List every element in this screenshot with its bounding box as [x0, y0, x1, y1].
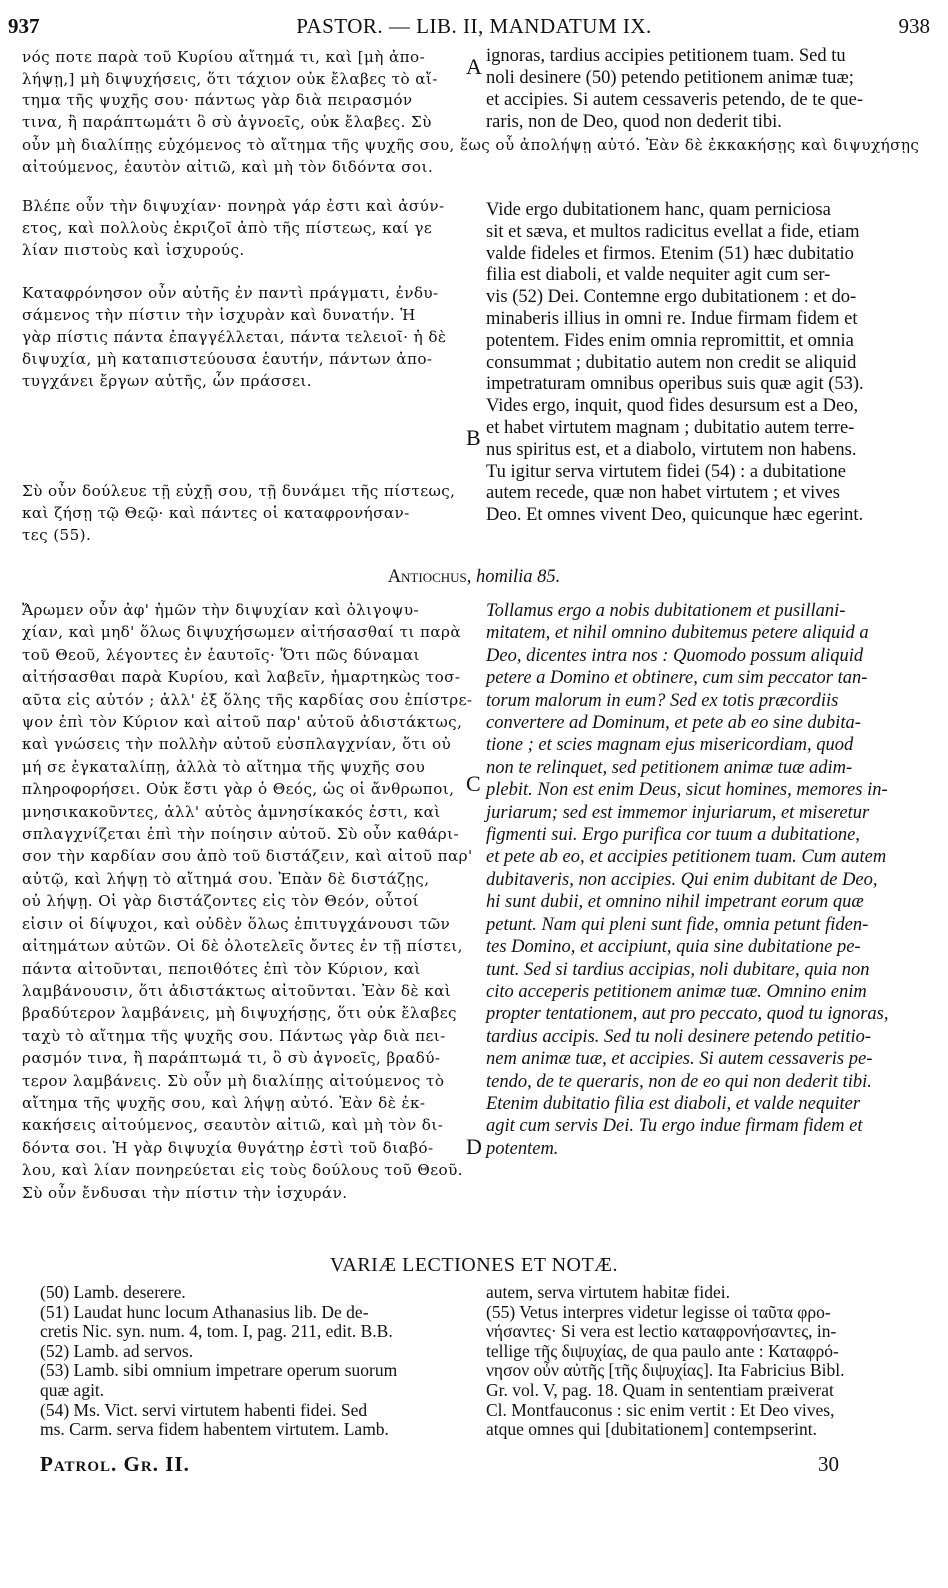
running-header: [0, 14, 948, 44]
antiochus-name: Antiochus,: [387, 567, 472, 587]
note-line: (51) Laudat hunc locum Athanasius lib. De de-: [40, 1301, 369, 1322]
greek-line: ρασμόν τινα, ἢ παράπτωμά τι, ὃ σὺ ἀγνοεῖς, βραδύ-: [22, 1049, 441, 1068]
greek-line: μνησικακοῦντες, ἀλλ' αὐτὸς ἀμνησίκακός ἐστι, καὶ: [22, 802, 441, 821]
greek-line: λίαν πιστοὺς καὶ ἰσχυρούς.: [22, 240, 245, 259]
note-line: tellige τῆς διψυχίας, de qua paulo ante : Καταφρό-: [486, 1340, 839, 1361]
note-line: autem, serva virtutem habitæ fidei.: [486, 1282, 730, 1302]
margin-letter-a: A: [466, 54, 482, 79]
latin-line: tardius accipis. Sed tu noli desinere petendo petitio-: [486, 1026, 872, 1047]
greek-line: τοῦ Θεοῦ, λέγοντες ἐν ἑαυτοῖς· Ὅτι πῶς δύναμαι: [22, 645, 420, 664]
left-page-number: 937: [8, 14, 40, 38]
latin-line: consummat ; dubitatio autem non credit se aliquid: [486, 352, 857, 373]
footer-patrol: Patrol. Gr. II.: [40, 1452, 190, 1476]
latin-line: figmenti sui. Ergo purifica cor tuum a dubitatione,: [486, 825, 860, 846]
latin-line: agit cum servis Dei. Tu ergo indue firmam fidem et: [486, 1116, 863, 1137]
margin-letter-b: B: [466, 425, 481, 450]
latin-line: non te relinquet, sed petitionem animæ tuæ adim-: [486, 757, 853, 778]
latin-line: et habet virtutem magnam ; dubitatio autem terre-: [486, 417, 855, 438]
latin-line: tes Domino, et accipiunt, quia sine dubitatione pe-: [486, 937, 861, 958]
latin-line: Vides ergo, inquit, quod fides desursum est a Deo,: [486, 396, 859, 417]
antiochus-work: homilia 85.: [476, 567, 561, 587]
latin-line: et accipies. Si autem cessaveris petendo, de te que-: [486, 90, 864, 110]
latin-line: sit et sæva, et multos radicitus evellat a fide, etiam: [486, 221, 860, 242]
note-line: quæ agit.: [40, 1379, 105, 1400]
latin-line: Tollamus ergo a nobis dubitationem et pusillani-: [486, 601, 846, 621]
note-line: νήσαντες· Si vera est lectio καταφρονήσαντες, in-: [486, 1321, 837, 1342]
latin-line: tendo, de te queraris, non de eo qui non dederit tibi.: [486, 1071, 872, 1092]
latin-line: plebit. Non est enim Deus, sicut homines, memores in-: [486, 780, 888, 801]
notes-heading: VARIÆ LECTIONES ET NOTÆ.: [330, 1254, 618, 1276]
greek-line: λήψῃ,] μὴ διψυχήσεις, ὅτι τάχιον οὐκ ἔλαβες τὸ αἴ-: [22, 69, 438, 88]
latin-line: autem recede, quæ non habet virtutem ; et vives: [486, 483, 840, 504]
note-line: Cl. Montfauconus : sic enim vertit : Et Deo vives,: [486, 1399, 835, 1420]
latin-line: et pete ab eo, et accipies petitionem tuam. Cum autem: [486, 847, 887, 868]
greek-line: εἰσιν οἱ δίψυχοι, καὶ οὐδὲν ὅλως ἐπιτυγχάνουσι τῶν: [22, 914, 451, 933]
note-line: (55) Vetus interpres videtur legisse οἱ ταῦτα φρο-: [486, 1301, 831, 1322]
margin-letter-c: C: [466, 771, 481, 796]
greek-line: Βλέπε οὖν τὴν διψυχίαν· πονηρὰ γάρ ἐστι καὶ ἀσύν-: [22, 197, 445, 215]
latin-line: nem animæ tuæ, et accipies. Si autem cessaveris pe-: [486, 1049, 873, 1070]
greek-line: σάμενος τὴν πίστιν τὴν ἰσχυρὰν καὶ δυνατήν. Ἡ: [22, 306, 416, 325]
greek-line: αἰτημάτων αὐτῶν. Οἱ δὲ ὁλοτελεῖς ὄντες ἐν τῇ πίστει,: [22, 937, 463, 956]
greek-line: σπλαγχνίζεται ἐπὶ τὴν ποίησιν αὐτοῦ. Σὺ οὖν καθάρι-: [22, 825, 459, 844]
footer-sheet-number: 30: [818, 1452, 839, 1476]
latin-line: tunt. Sed si tardius accipias, noli dubitare, quia non: [486, 959, 870, 980]
greek-line: αὐτῷ, καὶ λήψῃ τὸ αἴτημά σου. Ἐπὰν δὲ διστάζῃς,: [22, 869, 430, 888]
latin-col-sec1: [486, 45, 931, 133]
greek-line: πάντα αἰτοῦνται, πεποιθότες ἐπὶ τὸν Κύριον, καὶ: [22, 959, 421, 978]
greek-line: διψυχία, μὴ καταπιστεύουσα ἑαυτήν, πάντων ἀπο-: [22, 349, 433, 368]
latin-line: potentem. Fides enim omnia repromittit, et omnia: [486, 330, 854, 351]
greek-line: Καταφρόνησον οὖν αὐτῆς ἐν παντὶ πράγματι, ἐνδυ-: [22, 284, 439, 303]
latin-line: raris, non de Deo, quod non dederit tibi.: [486, 112, 782, 132]
latin-line: convertere ad Dominum, et pete ab eo sine dubita-: [486, 713, 861, 734]
greek-col-sec1: [22, 47, 462, 133]
latin-line: filia est diaboli, et valde nequiter agit cum ser-: [486, 265, 831, 286]
greek-full-lines: [22, 134, 932, 178]
greek-line: αἰτούμενος, ἑαυτὸν αἰτιῶ, καὶ μὴ τὸν διδόντα σοι.: [22, 158, 434, 176]
greek-line: ψον ἐπὶ τὸν Κύριον καὶ αἰτοῦ παρ' αὐτοῦ ἀδιστάκτως,: [22, 713, 463, 732]
running-title: PASTOR. — LIB. II, MANDATUM IX.: [296, 14, 652, 38]
latin-line: noli desinere (50) petendo petitionem animæ tuæ;: [486, 68, 854, 88]
antiochus-greek: [22, 599, 473, 1204]
latin-line: Deo, dicentes intra nos : Quomodo possum aliquid: [486, 645, 864, 666]
latin-col-sec2: [486, 200, 931, 527]
greek-line: Ἄρωμεν οὖν ἀφ' ἡμῶν τὴν διψυχίαν καὶ ὀλιγοψυ-: [22, 601, 420, 619]
margin-letter-d: D: [466, 1134, 482, 1159]
greek-line: ετος, καὶ πολλοὺς ἐκριζοῖ ἀπὸ τῆς πίστεως, καί γε: [22, 218, 433, 237]
latin-line: propter tentationem, aut pro peccato, quod tu ignoras,: [486, 1004, 889, 1025]
latin-line: tione ; et scies magnam ejus misericordiam, quod: [486, 735, 854, 756]
antiochus-latin: [486, 600, 931, 1160]
greek-line: βραδύτερον λαμβάνεις, μὴ διψυχήσῃς, ὅτι οὐκ ἔλαβες: [22, 1004, 457, 1023]
greek-line: Σὺ οὖν δούλευε τῇ εὐχῇ σου, τῇ δυνάμει τῆς πίστεως,: [22, 482, 456, 500]
note-line: atque omnes qui [dubitationem] contempserint.: [486, 1419, 817, 1440]
greek-line: λου, καὶ λίαν πονηρεύεται εἰς τοὺς δούλους τοῦ Θεοῦ.: [22, 1161, 463, 1180]
greek-col-sec2b: [22, 480, 467, 546]
greek-line: αῦτα εἰς αὐτόν ; ἀλλ' ἐξ ὅλης τῆς καρδίας σου ἐπίστρε-: [22, 690, 473, 709]
latin-line: potentem.: [486, 1138, 559, 1159]
latin-line: cito acceperis petitionem animæ tuæ. Omnino enim: [486, 981, 867, 1002]
right-page-number: 938: [898, 14, 930, 38]
latin-line: Vide ergo dubitationem hanc, quam perniciosa: [486, 200, 831, 220]
latin-line: impetraturam omnibus operibus suis quæ agit (53).: [486, 374, 864, 395]
note-line: Gr. vol. V, pag. 18. Quam in sententiam præiverat: [486, 1379, 834, 1400]
greek-line: γὰρ πίστις πάντα ἐπαγγέλλεται, πάντα τελειοῖ· ἡ δὲ: [22, 327, 447, 346]
latin-line: dubitaveris, non accipies. Qui enim dubitant de Deo,: [486, 869, 878, 890]
notes-left-col: [40, 1283, 470, 1440]
greek-line: καὶ γνώσεις τὴν πολλὴν αὐτοῦ εὐσπλαγχνίαν, ὅτι οὐ: [22, 735, 452, 754]
greek-line: τυγχάνει ἔργων αὐτῆς, ὧν πράσσει.: [22, 371, 313, 390]
note-line: ms. Carm. serva fidem habentem virtutem. Lamb.: [40, 1419, 389, 1440]
greek-line: Σὺ οὖν ἔνδυσαι τὴν πίστιν τὴν ἰσχυράν.: [22, 1183, 348, 1202]
greek-line: μή σε ἐγκαταλίπῃ, ἀλλὰ τὸ αἴτημα τῆς ψυχῆς σου: [22, 757, 426, 776]
latin-line: vis (52) Dei. Contemne ergo dubitationem : et do-: [486, 287, 857, 308]
note-line: νησον οὖν αὐτῆς [τῆς διψυχίας]. Ita Fabricius Bibl.: [486, 1360, 845, 1381]
greek-line: νός ποτε παρὰ τοῦ Κυρίου αἴτημά τι, καὶ [μὴ ἀπο-: [22, 48, 426, 66]
greek-line: αἴτημα τῆς ψυχῆς σου, καὶ λήψῃ αὐτό. Ἐὰν δὲ ἐκ-: [22, 1093, 426, 1112]
greek-line: χίαν, καὶ μηδ' ὅλως διψυχήσωμεν αἰτήσασθαί τι παρὰ: [22, 623, 462, 642]
latin-line: petere a Domino et obtinere, cum sim peccator tan-: [486, 668, 868, 689]
latin-line: valde fideles et firmos. Etenim (51) hæc dubitatio: [486, 243, 854, 264]
latin-line: torum malorum in eum? Sed ex totis præcordiis: [486, 690, 839, 711]
greek-col-sec2: [22, 196, 467, 392]
greek-line: αἰτήσασθαι παρὰ Κυρίου, καὶ λαβεῖν, ἡμαρτηκὼς τοσ-: [22, 668, 461, 687]
greek-line: οὖν μὴ διαλίπῃς εὐχόμενος τὸ αἴτημα τῆς ψυχῆς σου, ἕως οὗ ἀπολήψῃ αὐτό. Ἐὰν δὲ ἐκκακήσῃς καὶ διψυχήσῃς: [22, 136, 920, 154]
greek-line: δόντα σοι. Ἡ γὰρ διψυχία θυγάτηρ ἐστὶ τοῦ διαβό-: [22, 1138, 434, 1157]
greek-line: πληροφορήσει. Οὐκ ἔστι γὰρ ὁ Θεός, ὡς οἱ ἄνθρωποι,: [22, 780, 455, 799]
greek-line: τημα τῆς ψυχῆς σου· πάντως γὰρ διὰ πειρασμόν: [22, 91, 413, 110]
greek-line: καὶ ζήσῃ τῷ Θεῷ· καὶ πάντες οἱ καταφρονήσαν-: [22, 504, 410, 522]
greek-line: σον τὴν καρδίαν σου ἀπὸ τοῦ διστάζειν, καὶ αἰτοῦ παρ': [22, 847, 473, 866]
latin-line: juriarum; sed est immemor injuriarum, et miseretur: [486, 802, 870, 823]
latin-line: minaberis illius in omni re. Indue firmam fidem et: [486, 308, 858, 329]
note-line: (54) Ms. Vict. servi virtutem habenti fidei. Sed: [40, 1399, 368, 1420]
greek-line: τινα, ἢ παράπτωμάτι ὃ σὺ ἀγνοεῖς, οὐκ ἔλαβες. Σὺ: [22, 112, 432, 131]
latin-line: hi sunt dubii, et omnino nihil impetrant eorum quæ: [486, 892, 864, 913]
greek-line: οὐ λήψῃ. Οἱ γὰρ διστάζοντες εἰς τὸν Θεόν, οὗτοί: [22, 892, 420, 911]
greek-line: ταχὺ τὸ αἴτημα τῆς ψυχῆς σου. Πάντως γὰρ διὰ πει-: [22, 1026, 446, 1045]
greek-line: λαμβάνουσιν, ὅτι ἀδιστάκτως αἰτοῦνται. Ἐὰν δὲ καὶ: [22, 981, 452, 1000]
note-line: (52) Lamb. ad servos.: [40, 1340, 194, 1361]
note-line: (50) Lamb. deserere.: [40, 1282, 186, 1302]
note-line: (53) Lamb. sibi omnium impetrare operum suorum: [40, 1360, 398, 1381]
latin-line: ignoras, tardius accipies petitionem tuam. Sed tu: [486, 46, 846, 66]
note-line: cretis Nic. syn. num. 4, tom. I, pag. 211, edit. B.B.: [40, 1321, 393, 1342]
notes-right-col: [486, 1283, 931, 1440]
greek-line: τες (55).: [22, 526, 92, 544]
latin-line: Etenim dubitatio filia est diaboli, et valde nequiter: [486, 1093, 861, 1114]
latin-line: mitatem, et nihil omnino dubitemus petere aliquid a: [486, 623, 869, 644]
greek-line: τερον λαμβάνεις. Σὺ οὖν μὴ διαλίπῃς αἰτούμενος τὸ: [22, 1071, 445, 1090]
latin-line: Deo. Et omnes vivent Deo, quicunque hæc egerint.: [486, 505, 864, 526]
antiochus-heading: [0, 567, 948, 588]
latin-line: Tu igitur serva virtutem fidei (54) : a dubitatione: [486, 461, 847, 482]
latin-line: petunt. Nam qui pleni sunt fide, omnia petunt fiden-: [486, 914, 869, 935]
latin-line: nus spiritus est, et a diabolo, virtutem non habens.: [486, 439, 857, 460]
greek-line: κακήσεις αἰτούμενος, σεαυτὸν αἰτιῶ, καὶ μὴ τὸν δι-: [22, 1116, 444, 1135]
